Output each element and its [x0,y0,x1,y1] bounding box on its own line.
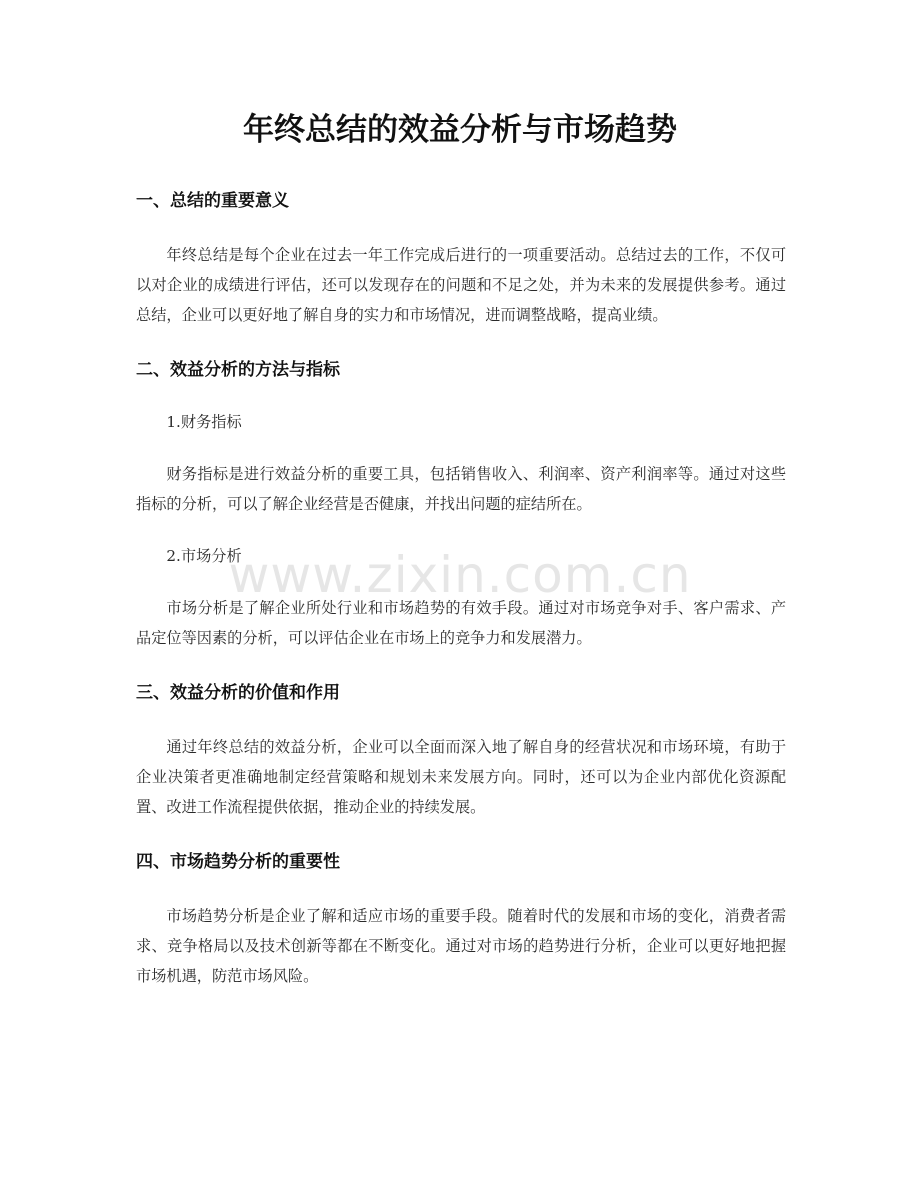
section-methods [136,355,786,653]
document-body [136,186,786,991]
section-heading: 二、效益分析的方法与指标 [136,360,340,380]
section-market-trend [136,847,786,991]
subsection-label: 2.市场分析 [166,547,242,565]
section-heading: 一、总结的重要意义 [136,191,289,211]
subsection-paragraph: 市场分析是了解企业所处行业和市场趋势的有效手段。通过对市场竞争对手、客户需求、产品定位等因素的分析，可以评估企业在市场上的竞争力和发展潜力。 [136,599,786,647]
section-paragraph: 年终总结是每个企业在过去一年工作完成后进行的一项重要活动。总结过去的工作，不仅可以对企业的成绩进行评估，还可以发现存在的问题和不足之处，并为未来的发展提供参考。通过总结，企业可以更好地了解自身的实力和市场情况，进而调整战略，提高业绩。 [136,246,786,324]
section-heading: 三、效益分析的价值和作用 [136,683,340,703]
document-title: 年终总结的效益分析与市场趋势 [243,112,677,148]
section-importance [136,186,786,330]
section-paragraph: 通过年终总结的效益分析，企业可以全面而深入地了解自身的经营状况和市场环境，有助于企业决策者更准确地制定经营策略和规划未来发展方向。同时，还可以为企业内部优化资源配置、改进工作流程提供依据，推动企业的持续发展。 [136,738,786,816]
watermark: www.zixin.com.cn [228,546,692,604]
subsection-label: 1.财务指标 [166,413,242,431]
section-value [136,678,786,822]
subsection-paragraph: 财务指标是进行效益分析的重要工具，包括销售收入、利润率、资产利润率等。通过对这些指标的分析，可以了解企业经营是否健康，并找出问题的症结所在。 [136,465,786,513]
section-heading: 四、市场趋势分析的重要性 [136,852,340,872]
section-paragraph: 市场趋势分析是企业了解和适应市场的重要手段。随着时代的发展和市场的变化，消费者需求、竞争格局以及技术创新等都在不断变化。通过对市场的趋势进行分析，企业可以更好地把握市场机遇，防范市场风险。 [136,907,786,985]
